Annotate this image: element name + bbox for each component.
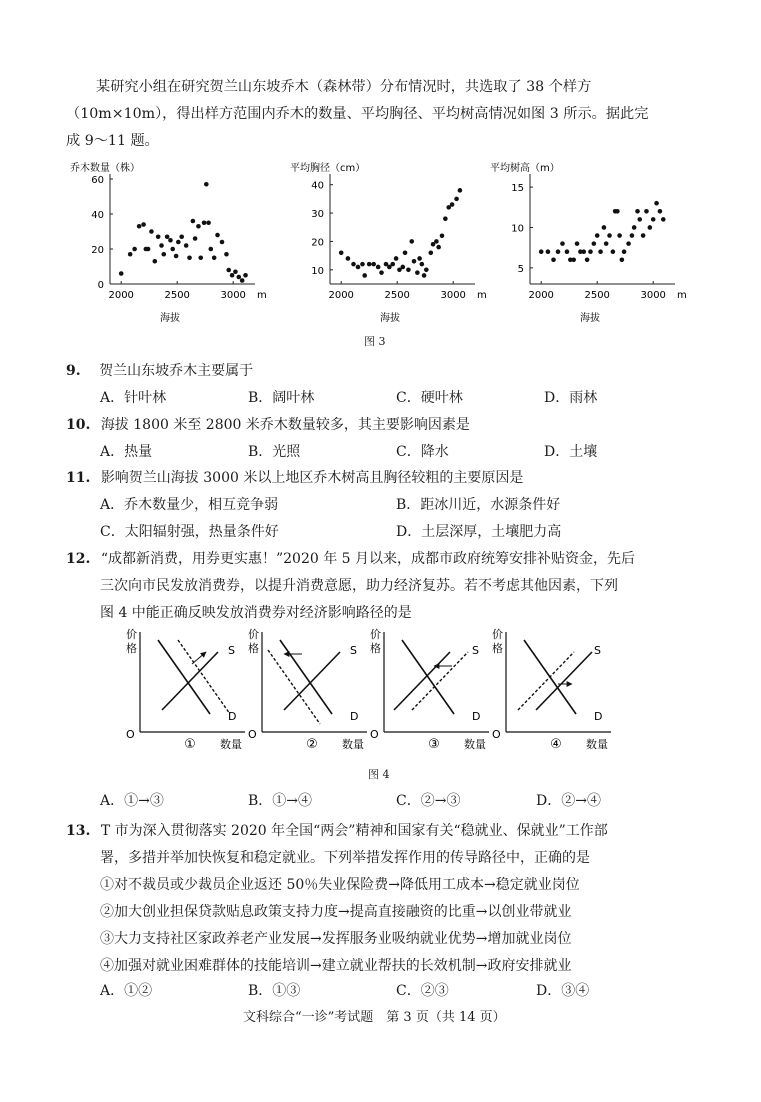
q9-option-a[interactable]: A．针叶林 [100,390,167,406]
shifted-supply-curve [518,652,574,710]
data-point [215,233,220,238]
data-point [161,252,166,257]
data-point [422,273,427,278]
data-point [436,245,441,250]
data-point [406,268,411,273]
data-point [233,269,238,274]
q13-option-a[interactable]: A．①② [100,983,153,999]
x-axis-label: 数量 [342,738,364,751]
origin-label: O [126,728,135,741]
data-point [339,250,344,255]
data-point [661,217,666,222]
data-point [390,262,395,267]
data-point [141,222,146,227]
y-tick-label: 10 [311,265,324,277]
shifted-demand-curve [178,640,230,714]
scatter-chart-3 [490,161,687,324]
data-point [415,270,420,275]
y-tick-label: 0 [97,280,104,291]
data-point [443,216,448,221]
page-footer: 文科综合“一诊”考试题 第 3 页（共 14 页） [243,1010,506,1025]
question-number: 10. [66,417,91,433]
data-point [346,256,351,261]
x-tick-label: 3000 [220,290,246,301]
x-axis-label: 海拔 [160,313,180,324]
x-tick-label: 2500 [584,290,610,301]
figure-3-caption: 图 3 [364,335,386,348]
x-axis-label: 数量 [464,738,486,751]
y-tick-label: 40 [311,180,324,192]
demand-label: D [594,710,603,723]
y-axis-label-2: 格 [492,642,503,655]
question-stem-line-1: “成都新消费，用券更实惠！”2020 年 5 月以来，成都市政府统筹安排补贴资金，先后 [100,551,636,567]
data-point [551,257,556,262]
supply-curve [284,652,340,710]
data-point [607,233,612,238]
sd-panel-3 [370,628,489,752]
data-point [403,250,408,255]
data-point [187,255,192,260]
data-point [179,234,184,239]
data-point [243,273,248,278]
y-tick-label: 15 [511,183,524,195]
q13-option-c[interactable]: C．②③ [396,983,449,999]
panel-number: ③ [428,737,440,752]
data-point [153,259,158,264]
question-number: 9. [66,363,81,379]
y-tick-label: 30 [311,209,324,221]
data-point [206,220,211,225]
shift-arrow [192,652,206,664]
sd-panel-4 [492,628,611,752]
q11-option-d[interactable]: D．土层深厚，土壤肥力高 [396,524,562,540]
question-stem: 海拔 1800 米至 2800 米乔木数量较多，其主要影响因素是 [100,417,470,433]
data-point [539,249,544,254]
data-point [598,249,603,254]
q11-option-b[interactable]: B．距冰川近，水源条件好 [396,497,561,513]
data-point [630,233,635,238]
data-point [450,202,455,207]
y-axis-label-2: 格 [248,642,259,655]
data-point [546,249,551,254]
question-number: 11. [66,470,91,486]
data-point [149,229,154,234]
data-point [654,201,659,206]
panel-number: ④ [550,737,562,752]
q13-item-2: ②加大创业担保贷款贴息政策支持力度→提高直接融资的比重→以创业带就业 [100,904,572,920]
intro-line-2: （10m×10m），得出样方范围内乔木的数量、平均胸径、平均树高情况如图 3 所示。据此完 [66,106,649,122]
data-point [128,252,133,257]
y-tick-label: 5 [517,263,524,275]
q10-option-c[interactable]: C．降水 [396,444,449,460]
data-point [602,225,607,230]
supply-label: S [472,644,479,657]
q12-option-d[interactable]: D．②→④ [536,793,601,809]
data-point [409,239,414,244]
y-axis-label: 平均树高（m） [490,163,560,174]
data-point [176,240,181,245]
supply-curve [394,652,450,710]
data-point [184,243,189,248]
scatter-chart-1 [70,161,267,324]
x-axis-label: 数量 [586,738,608,751]
data-point [595,233,600,238]
supply-curve [536,652,592,710]
data-point [588,249,593,254]
q12-option-a[interactable]: A．①→③ [100,793,164,809]
demand-curve [158,640,210,714]
data-point [198,255,203,260]
y-tick-label: 10 [511,223,524,235]
data-point [191,219,196,224]
q10-option-a[interactable]: A．热量 [100,444,153,460]
data-point [360,262,365,267]
q11-option-c[interactable]: C．太阳辐射强，热量条件好 [100,524,279,540]
supply-label: S [228,644,235,657]
data-point [174,254,179,259]
y-axis-label-1: 价 [126,628,137,641]
data-point [132,247,137,252]
supply-label: S [594,644,601,657]
supply-curve [162,652,218,710]
data-point [585,257,590,262]
data-point [137,224,142,229]
question-number: 13. [66,823,91,839]
data-point [644,209,649,214]
data-point [420,262,425,267]
x-axis-label: 海拔 [580,313,600,324]
q11-option-a[interactable]: A．乔木数量少，相互竞争弱 [100,497,279,513]
question-10 [66,414,470,434]
x-tick-label: 2500 [384,290,410,301]
y-axis-label-2: 格 [370,642,381,655]
x-tick-label: 2500 [164,290,190,301]
x-tick-label: 2000 [528,290,554,301]
question-11 [66,467,523,487]
data-point [220,240,225,245]
data-point [454,197,459,202]
y-tick-label: 40 [91,210,104,221]
q13-option-b[interactable]: B．①③ [248,983,301,999]
data-point [417,256,422,261]
data-point [635,209,640,214]
data-point [581,249,586,254]
question-stem: 贺兰山东坡乔木主要属于 [99,363,254,379]
q13-item-1: ①对不裁员或少裁员企业返还 50％失业保险费→降低用工成本→稳定就业岗位 [100,877,580,893]
data-point [193,236,198,241]
data-point [170,247,175,252]
data-point [571,257,576,262]
q13-option-d[interactable]: D．③④ [536,983,590,999]
y-axis-label-1: 价 [248,628,259,641]
y-axis-label-1: 价 [370,628,381,641]
question-stem-line-2: 署，多措并举加快恢复和稳定就业。下列举措发挥作用的传导路径中，正确的是 [100,850,590,866]
q9-option-b[interactable]: B．阔叶林 [248,390,315,406]
question-12 [66,548,635,568]
data-point [196,224,201,229]
data-point [648,225,653,230]
question-number: 12. [66,551,91,567]
y-axis-label: 平均胸径（cm） [290,163,366,174]
y-tick-label: 60 [91,175,104,186]
data-point [637,217,642,222]
y-axis-label: 乔木数量（株） [70,163,140,174]
q13-item-3: ③大力支持社区家政养老产业发展→发挥服务业吸纳就业优势→增加就业岗位 [100,931,572,947]
panel-number: ② [306,737,318,752]
data-point [119,271,124,276]
q12-option-c[interactable]: C．②→③ [396,793,461,809]
x-tick-label: 2000 [328,290,354,301]
question-stem-line-2: 三次向市民发放消费券，以提升消费意愿，助力经济复苏。若不考虑其他因素，下列 [100,578,618,594]
question-stem: 影响贺兰山海拔 3000 米以上地区乔木树高且胸径较粗的主要原因是 [100,470,524,486]
data-point [440,233,445,238]
data-point [362,273,367,278]
data-point [237,275,242,280]
data-point [458,188,463,193]
data-point [611,249,616,254]
q9-option-c[interactable]: C．硬叶林 [396,390,463,406]
demand-curve [402,640,454,714]
data-point [565,249,570,254]
q13-item-4: ④加强对就业困难群体的技能培训→建立就业帮扶的长效机制→政府安排就业 [100,958,572,974]
data-point [240,278,245,283]
q10-option-d[interactable]: D．土壤 [544,444,598,460]
demand-label: D [350,710,359,723]
panel-number: ① [184,737,196,752]
demand-label: D [228,710,237,723]
x-axis-label: 海拔 [380,313,400,324]
figure-3 [60,154,700,354]
data-point [146,247,151,252]
intro-line-3: 成 9～11 题。 [66,133,159,149]
q12-option-b[interactable]: B．①→④ [248,793,313,809]
data-point [156,234,161,239]
x-tick-label: 2000 [108,290,134,301]
y-axis-label-1: 价 [492,628,503,641]
data-point [429,250,434,255]
data-point [622,249,627,254]
data-point [434,239,439,244]
data-point [658,209,663,214]
x-axis-label: 数量 [220,738,242,751]
sd-panel-2 [248,628,367,752]
figure-4 [110,622,630,762]
data-point [604,241,609,246]
data-point [615,209,620,214]
origin-label: O [492,728,501,741]
data-point [367,262,372,267]
intro-line-1: 某研究小组在研究贺兰山东坡乔木（森林带）分布情况时，共选取了 38 个样方 [96,79,592,95]
data-point [230,273,235,278]
origin-label: O [248,728,257,741]
question-13 [66,820,608,840]
data-point [651,217,656,222]
data-point [204,182,209,187]
x-unit-label: m [677,290,687,301]
data-point [412,259,417,264]
data-point [560,241,565,246]
data-point [226,268,231,273]
supply-label: S [350,644,357,657]
data-point [632,225,637,230]
data-point [394,256,399,261]
data-point [401,265,406,270]
question-stem-line-3: 图 4 中能正确反映发放消费券对经济影响路径的是 [100,605,412,621]
data-point [424,268,429,273]
data-point [168,238,173,243]
data-point [165,234,170,239]
demand-label: D [472,710,481,723]
x-unit-label: m [477,290,487,301]
q10-option-b[interactable]: B．光照 [248,444,301,460]
data-point [592,241,597,246]
data-point [626,241,631,246]
data-point [617,233,622,238]
data-point [356,265,361,270]
x-tick-label: 3000 [640,290,666,301]
data-point [212,255,217,260]
y-axis-label-2: 格 [126,642,137,655]
figure-4-caption: 图 4 [368,768,390,781]
data-point [641,233,646,238]
data-point [379,270,384,275]
question-stem-line-1: T 市为深入贯彻落实 2020 年全国“两会”精神和国家有关“稳就业、保就业”工作部 [100,823,608,839]
scatter-chart-2 [290,161,487,324]
data-point [556,249,561,254]
shifted-supply-curve [412,652,468,710]
data-point [371,262,376,267]
data-point [159,243,164,248]
data-point [575,241,580,246]
y-tick-label: 20 [91,245,104,256]
data-point [376,265,381,270]
data-point [202,220,207,225]
origin-label: O [370,728,379,741]
question-9 [66,360,253,380]
sd-panel-1 [126,628,245,752]
q9-option-d[interactable]: D．雨林 [544,390,598,406]
data-point [224,252,229,257]
x-unit-label: m [257,290,267,301]
data-point [209,247,214,252]
x-tick-label: 3000 [440,290,466,301]
data-point [351,262,356,267]
y-tick-label: 20 [311,237,324,249]
data-point [620,257,625,262]
